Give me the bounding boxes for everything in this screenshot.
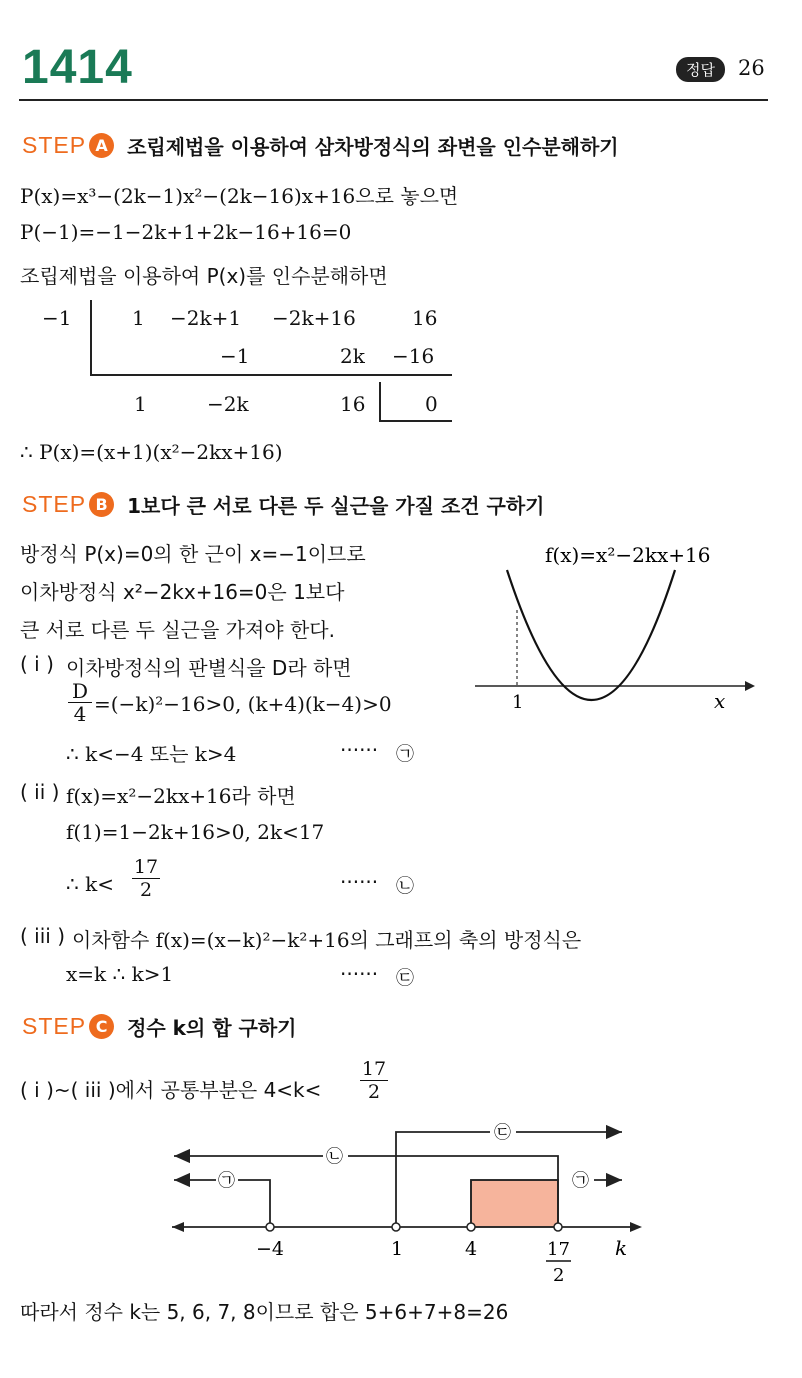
step-a-line3: 조립제법을 이용하여 P(x)를 인수분해하면 xyxy=(20,264,388,288)
case-ii-text: f(x)=x²−2kx+16라 하면 xyxy=(66,784,296,808)
case-i-text: 이차방정식의 판별식을 D라 하면 xyxy=(66,656,352,680)
step-a-line1: P(x)=x³−(2k−1)x²−(2k−16)x+16으로 놓으면 xyxy=(20,184,459,208)
header-divider xyxy=(19,99,768,101)
step-b-line2: 이차방정식 x²−2kx+16=0은 1보다 xyxy=(20,580,345,604)
step-label: STEP xyxy=(22,491,87,517)
case-i-therefore: ∴ k<−4 또는 k>4 xyxy=(66,742,237,766)
fraction-denominator: 4 xyxy=(73,702,87,726)
tick-label-numerator: 17 xyxy=(547,1239,570,1260)
dots: ······ xyxy=(340,962,379,986)
division-bar-vertical xyxy=(90,300,92,376)
step-title: 조립제법을 이용하여 삼차방정식의 좌변을 인수분해하기 xyxy=(127,135,619,159)
dots: ······ xyxy=(340,870,379,894)
fraction-denominator: 2 xyxy=(139,879,153,901)
open-point xyxy=(266,1223,274,1231)
fraction-numerator: 17 xyxy=(133,856,159,878)
step-b-line1: 방정식 P(x)=0의 한 근이 x=−1이므로 xyxy=(20,542,366,566)
mark-a-label: ㉠ xyxy=(572,1171,589,1191)
open-point xyxy=(467,1223,475,1231)
coef: −1 xyxy=(220,344,250,368)
tick-label-denominator: 2 xyxy=(553,1265,565,1286)
number-line-diagram xyxy=(160,1115,650,1295)
step-a-heading xyxy=(22,131,619,160)
range-a-left xyxy=(238,1180,270,1227)
case-i-fraction xyxy=(68,680,92,725)
fraction-denominator: 2 xyxy=(367,1081,381,1103)
left-arrow-icon xyxy=(172,1222,184,1232)
remainder-bar-horizontal xyxy=(379,420,452,422)
mark-b: ㉡ xyxy=(396,876,414,897)
right-arrow-icon xyxy=(630,1222,642,1232)
case-ii-therefore: ∴ k< xyxy=(66,872,114,896)
mark-a: ㉠ xyxy=(396,744,414,765)
coef: 1 xyxy=(134,392,147,416)
coef: −2k+16 xyxy=(272,306,356,330)
case-iii-label: ( iii ) xyxy=(20,924,65,948)
coef: −2k xyxy=(207,392,249,416)
axis-label: k xyxy=(615,1236,628,1260)
step-letter-badge: B xyxy=(89,492,114,517)
x-axis-arrow-icon xyxy=(745,681,755,691)
tick-label: 1 xyxy=(391,1238,404,1260)
step-letter-badge: A xyxy=(89,133,114,158)
step-b-line3: 큰 서로 다른 두 실근을 가져야 한다. xyxy=(20,618,335,642)
mark-c: ㉢ xyxy=(396,968,414,989)
case-ii-fraction xyxy=(132,856,160,901)
parabola-graph xyxy=(470,530,780,730)
tick-label: 4 xyxy=(465,1238,478,1260)
step-title: 정수 k의 합 구하기 xyxy=(127,1016,297,1040)
coef: −16 xyxy=(392,344,435,368)
problem-number: 1414 xyxy=(22,41,133,94)
coef: 16 xyxy=(340,392,366,416)
coef: 2k xyxy=(340,344,365,368)
fraction-numerator: D xyxy=(68,680,92,703)
remainder-bar-vertical xyxy=(379,382,381,422)
mark-c-label: ㉢ xyxy=(494,1123,511,1143)
open-point xyxy=(392,1223,400,1231)
divisor: −1 xyxy=(42,306,72,330)
answer-badge: 정답 xyxy=(676,57,725,82)
case-ii-label: ( ii ) xyxy=(20,780,60,804)
step-c-heading xyxy=(22,1012,297,1041)
step-a-conclusion: ∴ P(x)=(x+1)(x²−2kx+16) xyxy=(20,440,283,464)
coef: −2k+1 xyxy=(170,306,242,330)
case-iii-equation: x=k ∴ k>1 xyxy=(66,962,174,986)
step-c-line1: ( i )~( iii )에서 공통부분은 4<k< xyxy=(20,1078,322,1102)
remainder: 0 xyxy=(425,392,438,416)
step-letter-badge: C xyxy=(89,1014,114,1039)
final-answer: 따라서 정수 k는 5, 6, 7, 8이므로 합은 5+6+7+8=26 xyxy=(20,1300,509,1324)
step-c-fraction xyxy=(360,1058,388,1103)
parabola-curve xyxy=(507,570,675,700)
case-ii-equation: f(1)=1−2k+16>0, 2k<17 xyxy=(66,820,325,844)
step-label: STEP xyxy=(22,132,87,158)
division-bar-horizontal xyxy=(90,374,452,376)
answer-value: 26 xyxy=(738,56,765,80)
graph-axis-label: x xyxy=(714,689,726,713)
mark-a-label: ㉠ xyxy=(218,1171,235,1191)
coef: 1 xyxy=(132,306,145,330)
fraction-numerator: 17 xyxy=(361,1058,387,1080)
common-region xyxy=(471,1180,558,1227)
graph-function-label: f(x)=x²−2kx+16 xyxy=(545,543,711,567)
coef: 16 xyxy=(412,306,438,330)
step-title: 1보다 큰 서로 다른 두 실근을 가질 조건 구하기 xyxy=(127,494,545,518)
case-iii-text: 이차함수 f(x)=(x−k)²−k²+16의 그래프의 축의 방정식은 xyxy=(72,928,582,952)
step-a-line2: P(−1)=−1−2k+1+2k−16+16=0 xyxy=(20,220,352,244)
tick-label: −4 xyxy=(256,1238,285,1260)
open-point xyxy=(554,1223,562,1231)
case-i-equation: =(−k)²−16>0, (k+4)(k−4)>0 xyxy=(94,692,392,716)
step-label: STEP xyxy=(22,1013,87,1039)
graph-tick-label: 1 xyxy=(512,692,524,713)
dots: ······ xyxy=(340,738,379,762)
step-b-heading xyxy=(22,490,544,519)
case-i-label: ( i ) xyxy=(20,652,54,676)
mark-b-label: ㉡ xyxy=(326,1147,343,1167)
